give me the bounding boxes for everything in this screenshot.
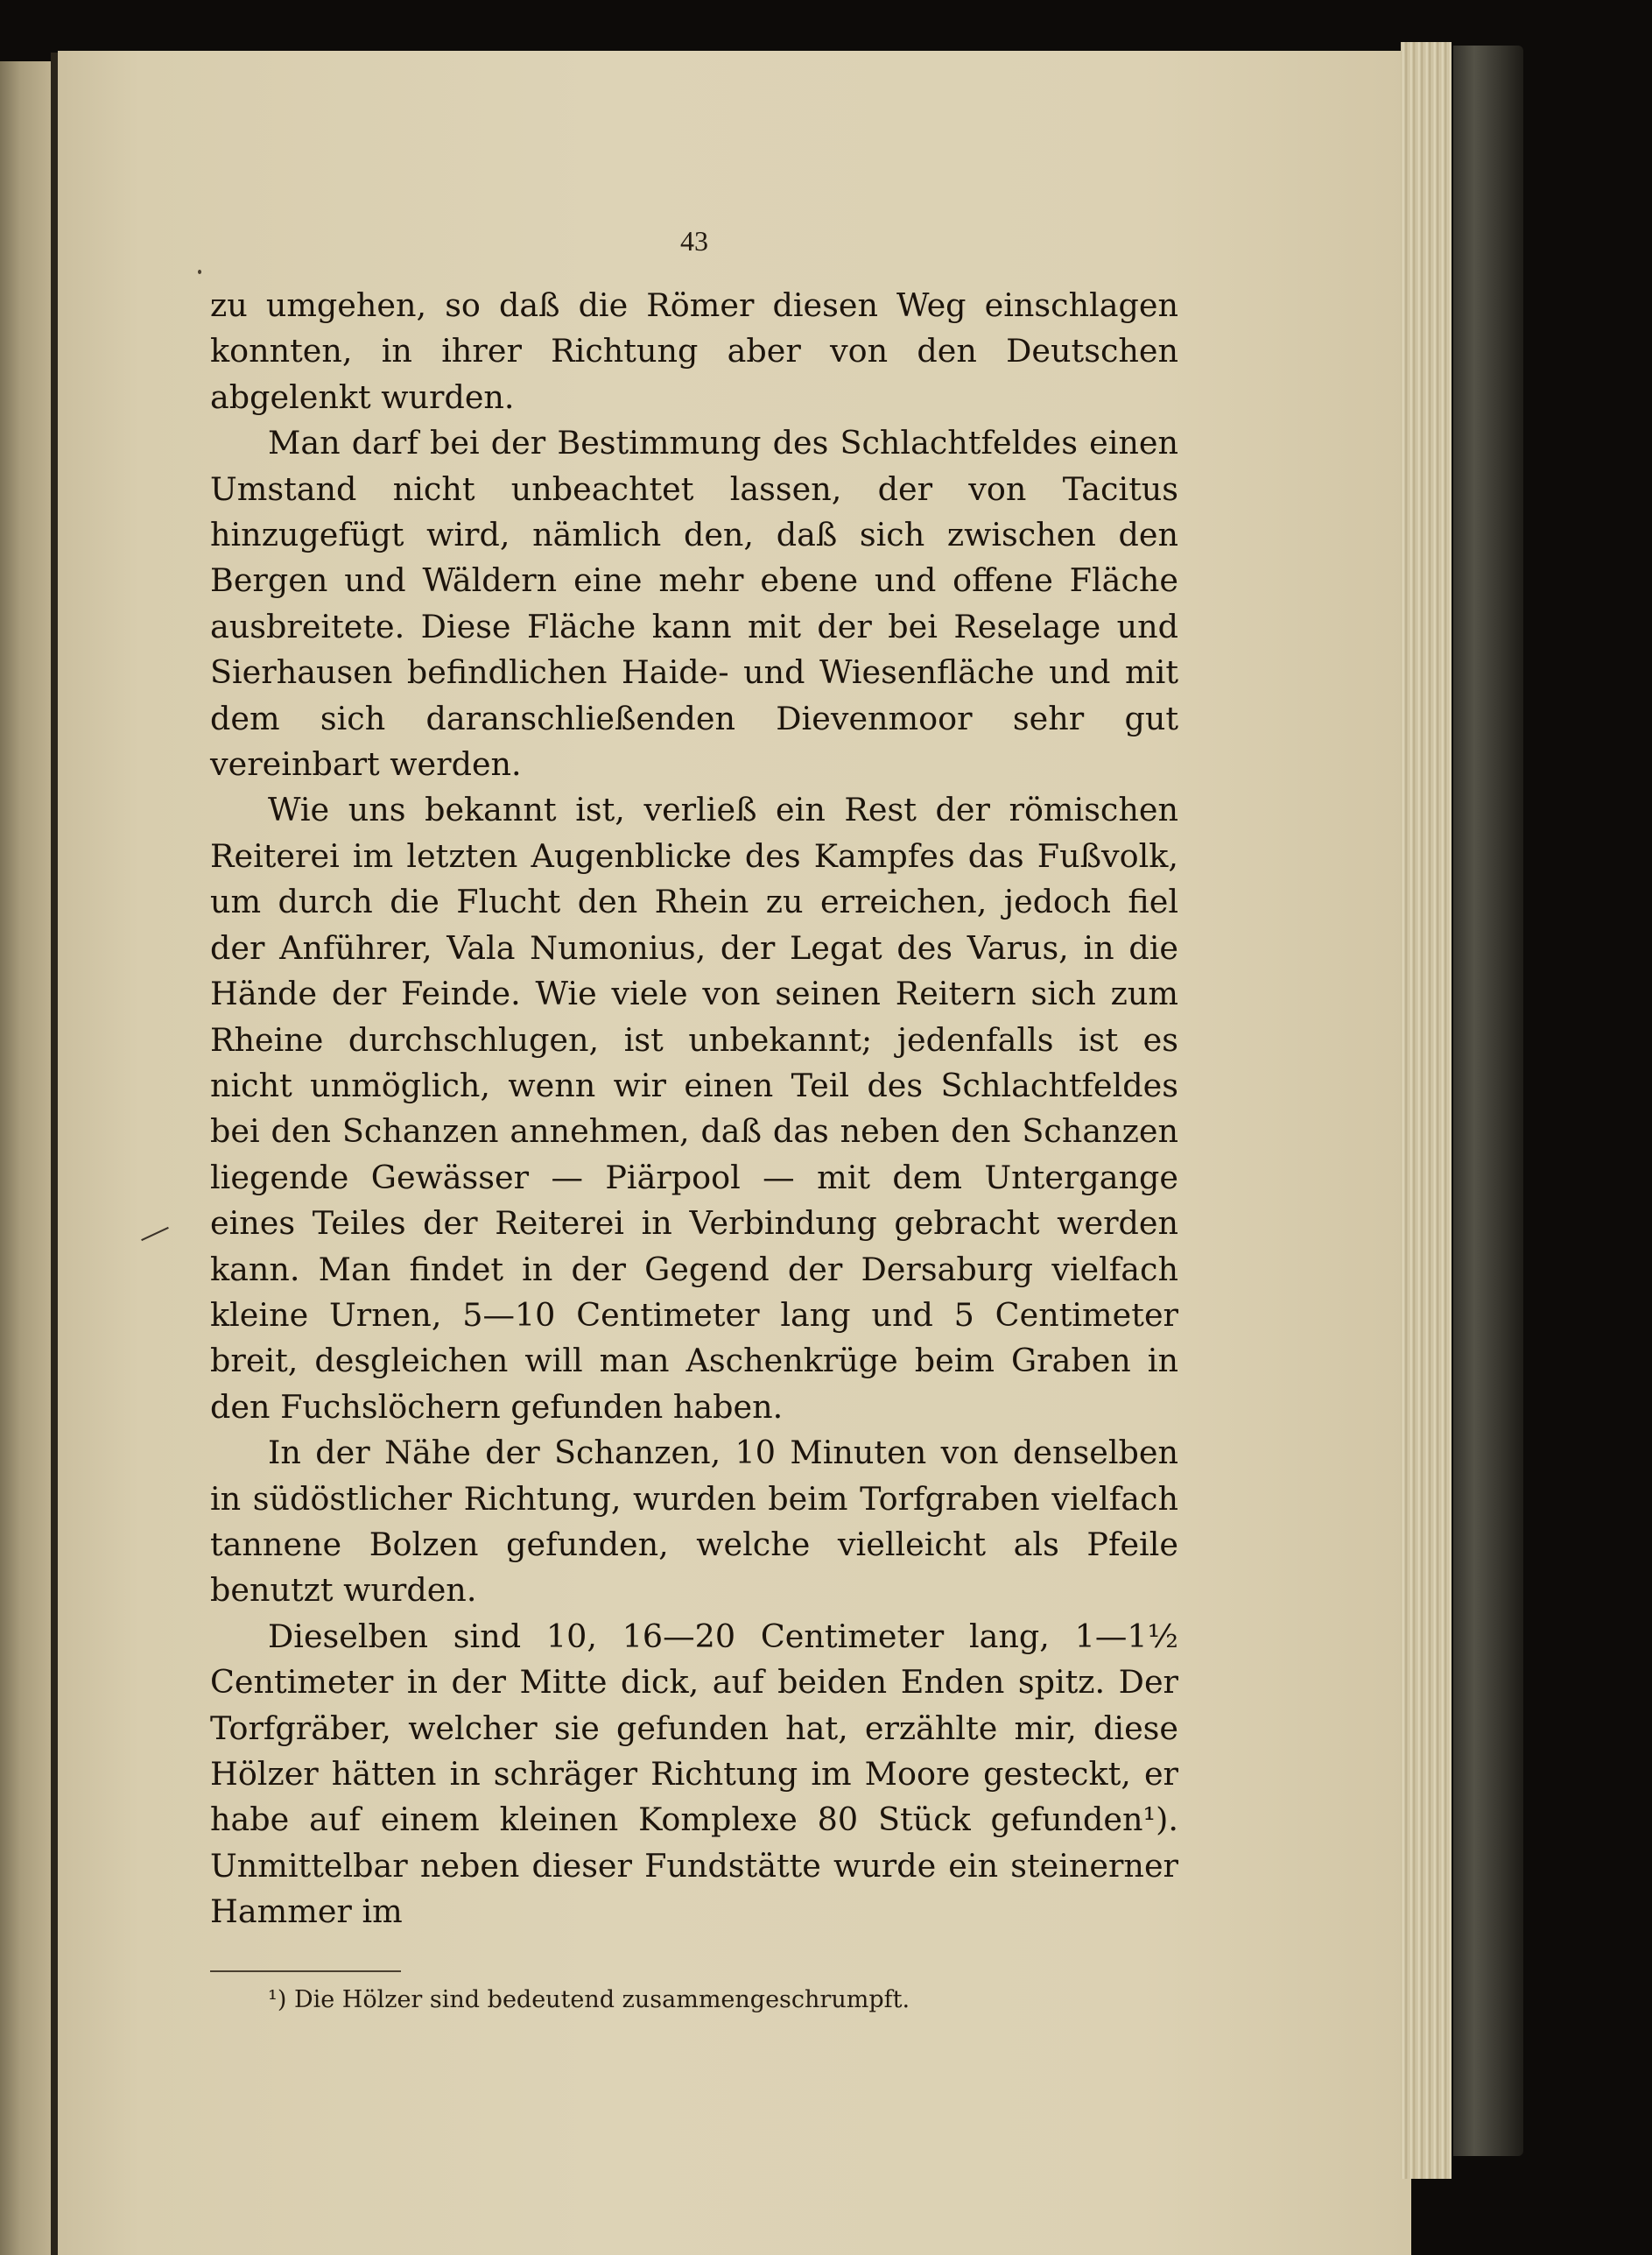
page-number: 43 [680,225,708,257]
book-cover-edge [1453,46,1523,2156]
paragraph-schlachtfeld: Man darf bei der Bestimmung des Schlachtfeldes einen Umstand nicht unbeachtet lassen, der von Tacitus hinzugefügt wird, nämlich den, daß sich zwischen den Bergen und Wäldern eine mehr ebene und offene Fläche ausbreitete. Diese Fläche kann mit der bei Reselage und Sierhausen befindlichen Haide- und Wiesenfläche und mit dem sich daranschließenden Dievenmoor sehr gut vereinbart werden. [210,424,1178,784]
page-text-block [210,223,1178,2018]
right-page-edges [1401,42,1452,2179]
footnote-divider [210,1970,401,1972]
paragraph-continuation: zu umgehen, so daß die Römer diesen Weg einschlagen konnten, in ihrer Richtung aber von den Deutschen abgelenkt wurden. [210,286,1178,416]
paragraph-schanzen: In der Nähe der Schanzen, 10 Minuten von denselben in südöstlicher Richtung, wurden beim Torfgraben vielfach tannene Bolzen gefunden, welche vielleicht als Pfeile benutzt wurden. [210,1434,1178,1610]
ink-speck [198,270,201,274]
left-page-edge [0,61,51,2255]
footnote: ¹) Die Hölzer sind bedeutend zusammengeschrumpft. [268,1985,910,2013]
paragraph-bolzen: Dieselben sind 10, 16—20 Centimeter lang, 1—1½ Centimeter in der Mitte dick, auf beiden Enden spitz. Der Torfgräber, welcher sie gefunden hat, erzählte mir, diese Hölzer hätten in schräger Richtung im Moore gesteckt, er habe auf einem kleinen Komplexe 80 Stück gefunden¹). Unmittelbar neben dieser Fundstätte wurde ein steinerner Hammer im [210,1617,1178,1931]
paragraph-reiterei: Wie uns bekannt ist, verließ ein Rest der römischen Reiterei im letzten Augenblicke des Kampfes das Fußvolk, um durch die Flucht den Rhein zu erreichen, jedoch fiel der Anführer, Vala Numonius, der Legat des Varus, in die Hände der Feinde. Wie viele von seinen Reitern sich zum Rheine durchschlugen, ist unbekannt; jedenfalls ist es nicht unmöglich, wenn wir einen Teil des Schlachtfeldes bei den Schanzen annehmen, daß das neben den Schanzen liegende Gewässer — Piärpool — mit dem Untergange eines Teiles der Reiterei in Verbindung gebracht werden kann. Man findet in der Gegend der Dersaburg vielfach kleine Urnen, 5—10 Centimeter lang und 5 Centimeter breit, desgleichen will man Aschenkrüge beim Graben in den Fuchslöchern gefunden haben. [210,791,1178,1426]
